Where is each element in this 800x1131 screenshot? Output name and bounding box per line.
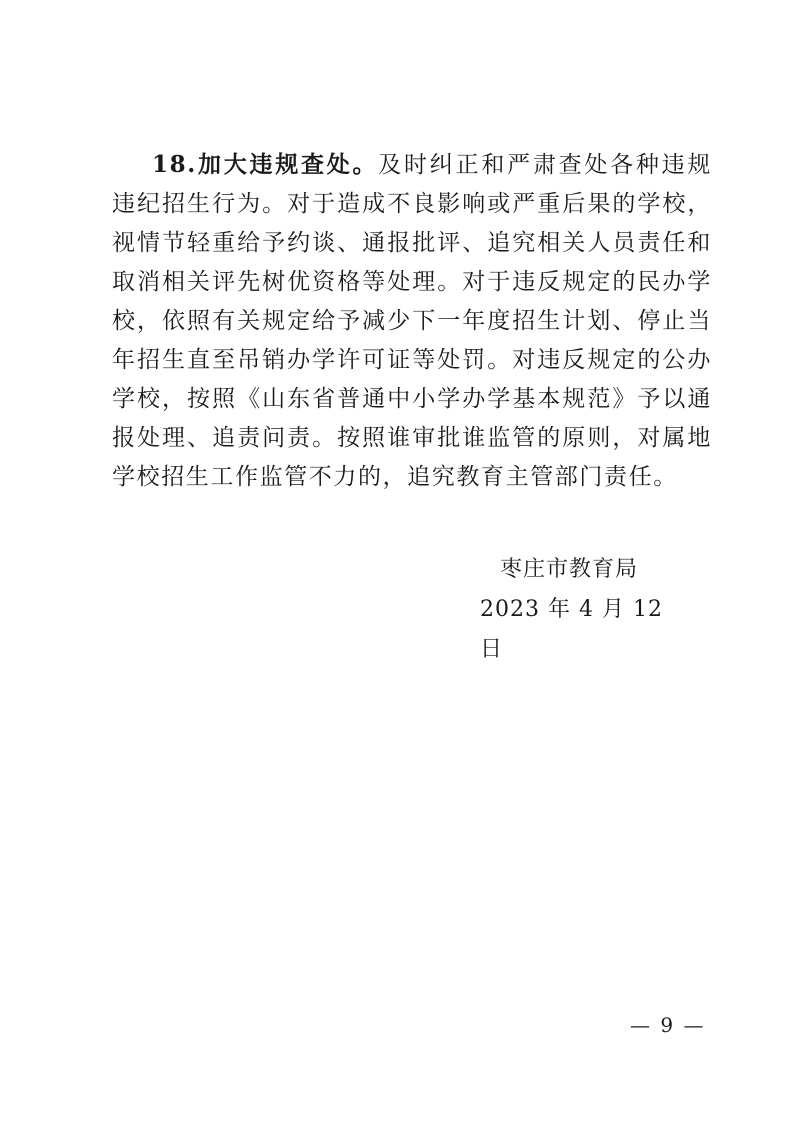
paragraph-heading: 加大违规查处。 — [196, 151, 379, 178]
paragraph-18 — [112, 145, 712, 497]
signature-block — [480, 550, 680, 670]
page-number: — 9 — — [630, 1013, 706, 1037]
paragraph-text: 及时纠正和严肃查处各种违规违纪招生行为。对于造成不良影响或严重后果的学校，视情节轻重给予约谈、通报批评、追究相关人员责任和取消相关评先树优资格等处理。对于违反规定的民办学校，依照有关规定给予减少下一年度招生计划、停止当年招生直至吊销办学许可证等处罚。对违反规定的公办学校，按照《山东省普通中小学办学基本规范》予以通报处理、追责问责。按照谁审批谁监管的原则，对属地学校招生工作监管不力的，追究教育主管部门责任。 — [112, 152, 712, 490]
paragraph-number: 18. — [152, 151, 197, 178]
signature-organization: 枣庄市教育局 — [500, 557, 639, 582]
signature-date: 2023 年 4 月 12 日 — [480, 597, 663, 662]
